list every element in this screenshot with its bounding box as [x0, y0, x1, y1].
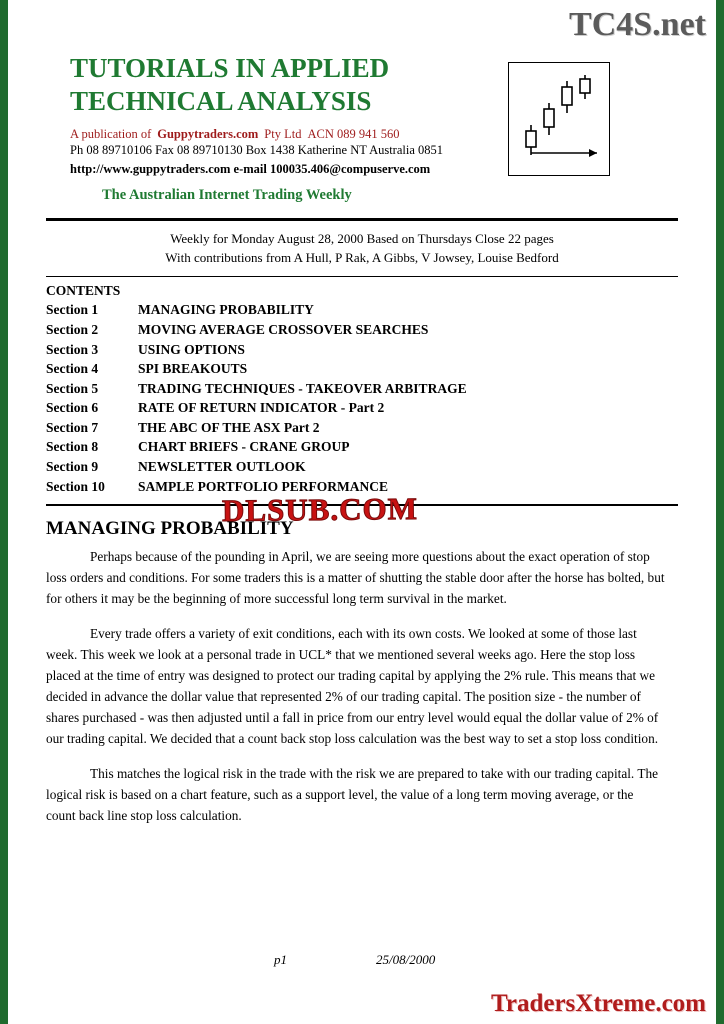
toc-item-1[interactable] — [46, 300, 678, 320]
paragraph-text: This matches the logical risk in the trade with the risk we are prepared to take with our trading capital. The logical risk is based on a chart feature, such as a support level, the value of a long term moving average, or the count back line stop loss calculation. — [46, 765, 659, 823]
article-heading: MANAGING PROBABILITY — [46, 517, 294, 539]
paragraph-text: Perhaps because of the pounding in April, we are seeing more questions about the exact operation of stop loss orders and conditions. For some traders this is a matter of shutting the stable door after the horse has bolted, but for others it may be the beginning of more successful long term survival in the market. — [46, 548, 665, 606]
header-divider — [46, 218, 678, 221]
footer-date: 25/08/2000 — [376, 952, 436, 967]
toc-item-3[interactable] — [46, 340, 678, 360]
right-edge-bar — [716, 0, 724, 1024]
issue-info — [46, 229, 678, 268]
page-content — [46, 0, 678, 967]
toc-section-label: NEWSLETTER OUTLOOK — [138, 458, 306, 474]
tagline: The Australian Internet Trading Weekly — [102, 187, 352, 204]
toc-item-2[interactable] — [46, 320, 678, 340]
toc-section-number: Section 1 — [46, 302, 99, 318]
toc-item-7[interactable] — [46, 418, 678, 438]
toc-item-5[interactable] — [46, 379, 678, 399]
paragraph-text: Every trade offers a variety of exit conditions, each with its own costs. We looked at some of those last week. This week we look at a personal trade in UCL* that we mentioned several weeks ago. Here the stop loss placed at the time of entry was designed to protect our trading capital by applying the 2% rule. This means that we decided in advance the dollar value that represented 2% of our trading capital. The position size - the number of shares purchased - was then adjusted until a fall in price from our entry level would equal the dollar value of 2% of our trading capital. We decided that a count back stop loss calculation was the best way to set a stop loss condition. — [46, 625, 659, 746]
toc-section-label: CHART BRIEFS - CRANE GROUP — [138, 439, 350, 455]
web-email-line: http://www.guppytraders.com e-mail 100035.406@compuserve.com — [70, 161, 431, 176]
toc-item-8[interactable] — [46, 437, 678, 457]
publisher-entity: Pty Ltd — [264, 126, 302, 141]
contents-heading: CONTENTS — [46, 283, 121, 299]
toc-section-label: SPI BREAKOUTS — [138, 361, 248, 377]
contents-divider-top — [46, 276, 678, 278]
watermark-bottom-right: TradersXtreme.com — [491, 990, 706, 1017]
toc-section-number: Section 5 — [46, 380, 99, 396]
toc-section-number: Section 8 — [46, 439, 99, 455]
article-paragraph-1 — [46, 546, 666, 609]
toc-section-label: RATE OF RETURN INDICATOR - Part 2 — [138, 400, 385, 416]
page-number: p1 — [274, 952, 287, 967]
toc-item-9[interactable] — [46, 457, 678, 477]
toc-section-label: TRADING TECHNIQUES - TAKEOVER ARBITRAGE — [138, 380, 467, 396]
toc-section-label: MANAGING PROBABILITY — [138, 302, 314, 318]
title-line-1: TUTORIALS IN APPLIED — [70, 53, 390, 83]
toc-section-label: THE ABC OF THE ASX Part 2 — [138, 419, 320, 435]
toc-section-number: Section 7 — [46, 419, 99, 435]
toc-section-number: Section 9 — [46, 458, 99, 474]
page-title — [70, 52, 500, 118]
toc-section-number: Section 10 — [46, 478, 105, 494]
publication-info — [70, 126, 520, 178]
toc-item-6[interactable] — [46, 398, 678, 418]
toc-section-number: Section 3 — [46, 341, 99, 357]
publisher-line — [70, 126, 520, 143]
left-edge-bar — [0, 0, 8, 1024]
toc-section-label: USING OPTIONS — [138, 341, 245, 357]
table-of-contents — [46, 283, 678, 496]
toc-section-label: MOVING AVERAGE CROSSOVER SEARCHES — [138, 322, 429, 338]
publisher-acn: ACN 089 941 560 — [307, 126, 400, 141]
toc-item-4[interactable] — [46, 359, 678, 379]
toc-section-label: SAMPLE PORTFOLIO PERFORMANCE — [138, 478, 389, 494]
contact-line: Ph 08 89710106 Fax 08 89710130 Box 1438 Katherine NT Australia 0851 — [70, 143, 444, 158]
toc-section-number: Section 2 — [46, 322, 99, 338]
watermark-top-right: TC4S.net — [569, 6, 706, 43]
toc-section-number: Section 6 — [46, 400, 99, 416]
title-line-2: TECHNICAL ANALYSIS — [70, 85, 372, 116]
publisher-name: Guppytraders.com — [157, 126, 259, 141]
issue-line-2: With contributions from A Hull, P Rak, A Gibbs, V Jowsey, Louise Bedford — [165, 250, 559, 266]
publication-prefix: A publication of — [70, 126, 152, 141]
issue-line-1: Weekly for Monday August 28, 2000 Based on Thursdays Close 22 pages — [170, 230, 554, 246]
toc-section-number: Section 4 — [46, 361, 99, 377]
watermark-center: DLSUB.COM — [221, 490, 419, 529]
article-paragraph-2 — [46, 623, 666, 749]
article-paragraph-3 — [46, 763, 666, 826]
